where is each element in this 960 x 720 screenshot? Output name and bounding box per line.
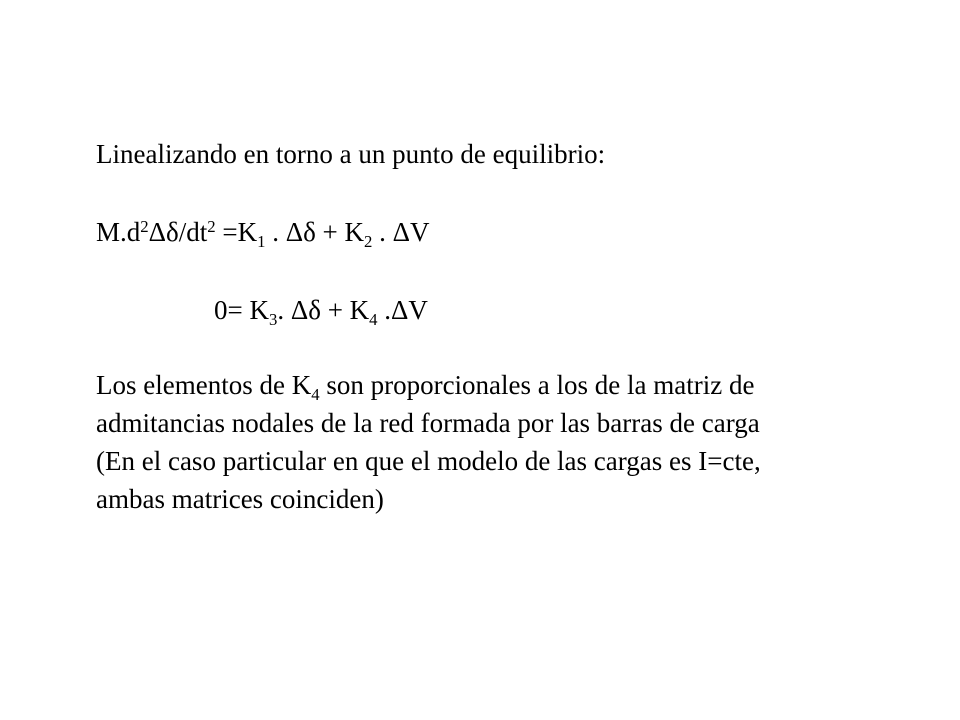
equation-2-subscript: 3 [268,309,278,329]
equation-1-text: . ΔV [372,217,430,247]
equation-1-text: Δδ/dt [148,217,208,247]
equation-2-text: . Δδ + K [277,295,370,325]
paragraph-subscript: 4 [311,384,320,404]
equation-1-superscript: 2 [207,216,216,236]
equation-2 [214,292,428,328]
equation-2-text: .ΔV [377,295,428,325]
equation-1 [96,214,430,250]
equation-2-text: 0= K [214,295,269,325]
slide-heading: Linealizando en torno a un punto de equilibrio: [96,139,606,169]
equation-1-text: M.d [96,217,141,247]
equation-1-subscript: 1 [257,231,266,251]
equation-2-subscript: 4 [369,309,378,329]
paragraph-text: son proporcionales a los de la matriz de [319,370,755,400]
paragraph-line-2: admitancias nodales de la red formada por las barras de carga [96,408,760,438]
equation-1-superscript: 2 [140,216,149,236]
equation-1-text: . Δδ + K [265,217,365,247]
paragraph-line-1 [96,367,754,403]
paragraph-text: Los elementos de K [96,370,312,400]
equation-1-text: =K [215,217,258,247]
paragraph-line-4: ambas matrices coinciden) [96,484,384,514]
paragraph-line-3: (En el caso particular en que el modelo de las cargas es I=cte, [96,446,761,476]
equation-1-subscript: 2 [364,231,373,251]
